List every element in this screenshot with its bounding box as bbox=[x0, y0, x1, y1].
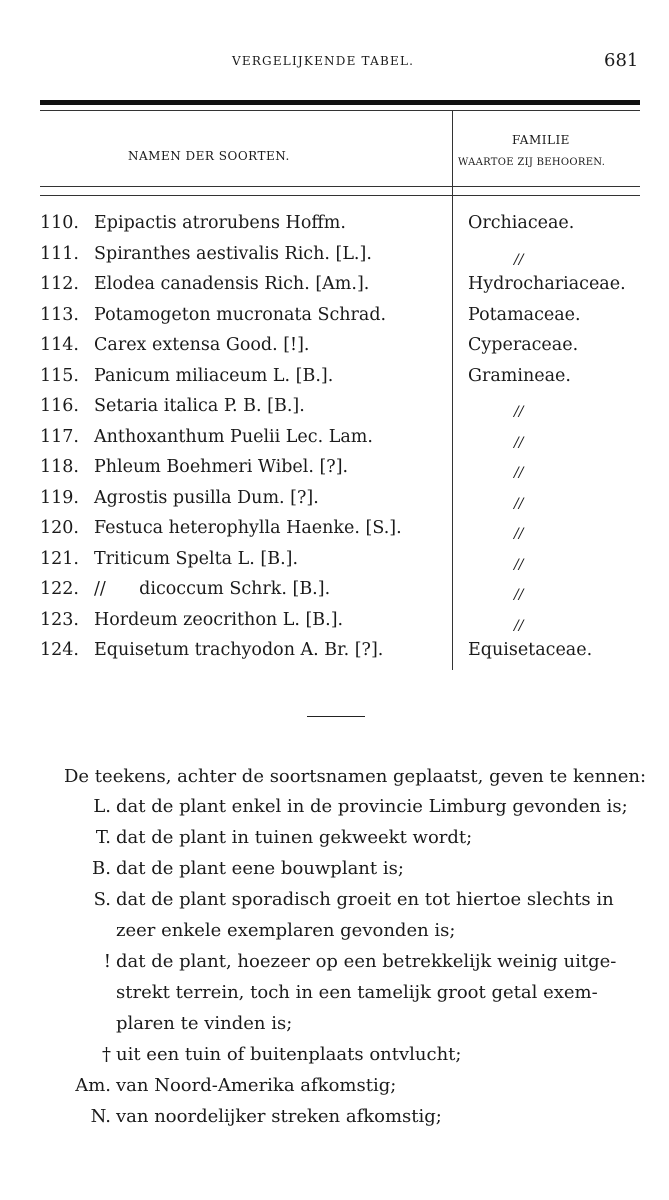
legend-text: zeer enkele exemplaren gevonden is; bbox=[116, 920, 456, 941]
row-number: 114. bbox=[40, 335, 79, 355]
legend-list bbox=[0, 796, 669, 1137]
legend-text: dat de plant, hoezeer op een betrekkelijk weinig uitge- bbox=[116, 951, 617, 972]
ditto-mark: // bbox=[514, 556, 524, 573]
species-name: Panicum miliaceum L. [B.]. bbox=[94, 365, 334, 386]
row-number: 123. bbox=[40, 609, 79, 630]
table-row bbox=[0, 488, 669, 519]
row-number: 117. bbox=[40, 426, 79, 447]
table-row bbox=[0, 640, 669, 671]
legend-item bbox=[0, 920, 669, 951]
legend-text: dat de plant enkel in de provincie Limburg gevonden is; bbox=[116, 796, 628, 817]
legend-item bbox=[0, 889, 669, 920]
legend-item bbox=[0, 1106, 669, 1137]
species-name: Setaria italica P. B. [B.]. bbox=[94, 396, 305, 416]
legend-symbol: S. bbox=[93, 889, 111, 910]
row-number: 113. bbox=[40, 304, 79, 325]
ditto-mark: // bbox=[514, 526, 524, 542]
species-name: Carex extensa Good. [!]. bbox=[94, 335, 310, 355]
row-number: 122. bbox=[40, 579, 79, 599]
table-row bbox=[0, 610, 669, 641]
row-number: 118. bbox=[40, 457, 79, 477]
running-head bbox=[0, 50, 669, 74]
column-header-family-sub: WAARTOE ZIJ BEHOOREN. bbox=[458, 157, 606, 168]
ditto-mark: // bbox=[514, 587, 524, 603]
family-name: Gramineae. bbox=[468, 365, 571, 386]
species-name: Elodea canadensis Rich. [Am.]. bbox=[94, 274, 370, 294]
legend-item bbox=[0, 951, 669, 982]
family-name: Orchiaceae. bbox=[468, 213, 575, 233]
ditto-mark: // bbox=[514, 617, 524, 634]
legend-text: dat de plant sporadisch groeit en tot hiertoe slechts in bbox=[116, 889, 614, 910]
legend-text: van noordelijker streken afkomstig; bbox=[116, 1106, 442, 1127]
legend-symbol: T. bbox=[95, 827, 111, 848]
row-number: 111. bbox=[40, 243, 79, 264]
table-top-thin-rule bbox=[40, 110, 640, 111]
species-name: Hordeum zeocrithon L. [B.]. bbox=[94, 609, 344, 630]
family-name: Potamaceae. bbox=[468, 304, 581, 325]
legend-symbol: L. bbox=[93, 796, 111, 817]
legend-text: uit een tuin of buitenplaats ontvlucht; bbox=[116, 1044, 462, 1065]
species-name: Triticum Spelta L. [B.]. bbox=[94, 548, 299, 569]
legend-item bbox=[0, 982, 669, 1013]
species-name: Anthoxanthum Puelii Lec. Lam. bbox=[94, 426, 373, 447]
column-header-family: FAMILIE bbox=[512, 133, 570, 147]
legend-item bbox=[0, 858, 669, 889]
header-bottom-rule bbox=[40, 186, 640, 187]
header-bottom-rule-2 bbox=[40, 195, 640, 196]
species-name: Phleum Boehmeri Wibel. [?]. bbox=[94, 457, 349, 477]
row-number: 121. bbox=[40, 548, 79, 569]
section-divider bbox=[307, 716, 365, 717]
column-header-names: NAMEN DER SOORTEN. bbox=[128, 149, 290, 163]
ditto-mark: // bbox=[514, 495, 524, 512]
family-name: Hydrochariaceae. bbox=[468, 274, 626, 294]
table-row bbox=[0, 579, 669, 610]
species-name: Agrostis pusilla Dum. [?]. bbox=[94, 487, 319, 508]
species-name: // dicoccum Schrk. [B.]. bbox=[94, 579, 331, 599]
legend-text: dat de plant eene bouwplant is; bbox=[116, 858, 404, 879]
family-name: Cyperaceae. bbox=[468, 335, 579, 355]
table-row bbox=[0, 457, 669, 488]
table-row bbox=[0, 549, 669, 580]
table-row bbox=[0, 244, 669, 275]
page-number: 681 bbox=[604, 50, 639, 71]
table-top-rule bbox=[40, 100, 640, 105]
ditto-mark: // bbox=[514, 251, 524, 268]
table-row bbox=[0, 518, 669, 549]
species-name: Epipactis atrorubens Hoffm. bbox=[94, 213, 346, 233]
ditto-mark: // bbox=[514, 465, 524, 481]
legend-symbol: † bbox=[102, 1044, 111, 1065]
table-row bbox=[0, 274, 669, 305]
ditto-mark: // bbox=[514, 404, 524, 420]
table-row bbox=[0, 396, 669, 427]
legend-item bbox=[0, 1044, 669, 1075]
legend-symbol: N. bbox=[90, 1106, 111, 1127]
species-name: Spiranthes aestivalis Rich. [L.]. bbox=[94, 243, 372, 264]
legend-intro: De teekens, achter de soortsnamen geplaatst, geven te kennen: bbox=[64, 766, 647, 787]
species-name: Festuca heterophylla Haenke. [S.]. bbox=[94, 518, 402, 538]
ditto-mark: // bbox=[514, 434, 524, 451]
table-row bbox=[0, 335, 669, 366]
species-name: Potamogeton mucronata Schrad. bbox=[94, 304, 387, 325]
row-number: 112. bbox=[40, 274, 79, 294]
legend-item bbox=[0, 1013, 669, 1044]
table-row bbox=[0, 366, 669, 397]
legend-symbol: B. bbox=[92, 858, 111, 879]
legend-text: van Noord-Amerika afkomstig; bbox=[116, 1075, 397, 1096]
species-table bbox=[0, 213, 669, 671]
legend-text: plaren te vinden is; bbox=[116, 1013, 293, 1034]
row-number: 119. bbox=[40, 487, 79, 508]
legend-symbol: ! bbox=[103, 951, 111, 972]
row-number: 116. bbox=[40, 396, 79, 416]
table-row bbox=[0, 427, 669, 458]
table-row bbox=[0, 305, 669, 336]
table-row bbox=[0, 213, 669, 244]
row-number: 124. bbox=[40, 640, 79, 660]
legend-text: dat de plant in tuinen gekweekt wordt; bbox=[116, 827, 473, 848]
row-number: 110. bbox=[40, 213, 79, 233]
legend-item bbox=[0, 796, 669, 827]
legend-symbol: Am. bbox=[75, 1075, 111, 1096]
legend-item bbox=[0, 1075, 669, 1106]
legend-item bbox=[0, 827, 669, 858]
family-name: Equisetaceae. bbox=[468, 640, 593, 660]
row-number: 115. bbox=[40, 365, 79, 386]
row-number: 120. bbox=[40, 518, 79, 538]
legend-text: strekt terrein, toch in een tamelijk groot getal exem- bbox=[116, 982, 598, 1003]
species-name: Equisetum trachyodon A. Br. [?]. bbox=[94, 640, 384, 660]
running-head-title: VERGELIJKENDE TABEL. bbox=[232, 54, 415, 68]
